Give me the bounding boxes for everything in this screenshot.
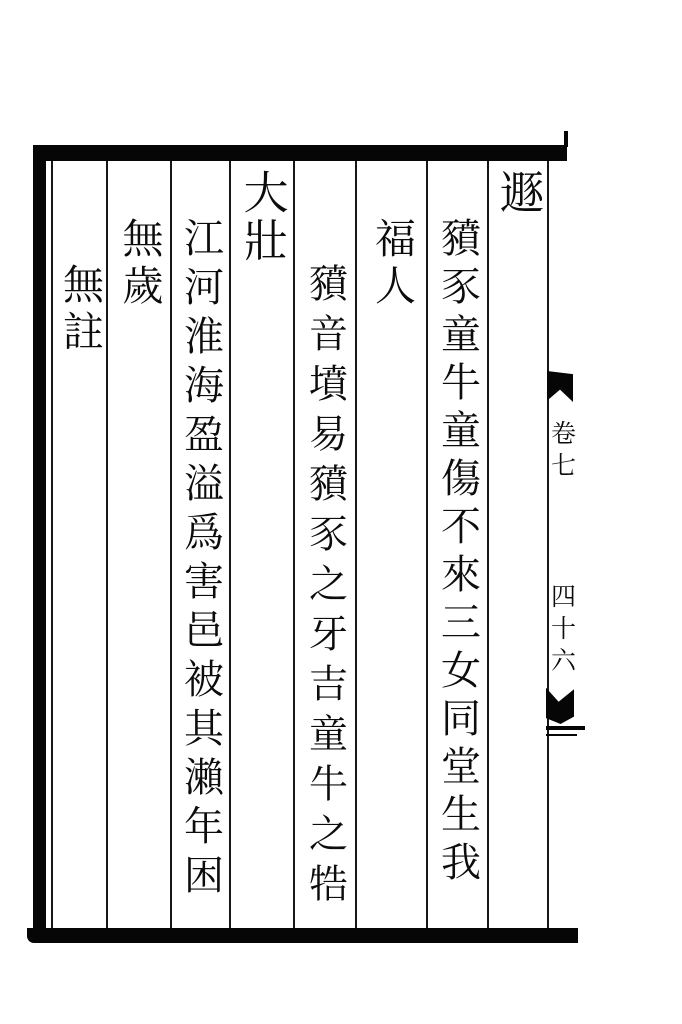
centerfold-bar [546, 726, 585, 730]
centerfold-rule [547, 161, 549, 928]
volume-label-wrap [548, 420, 576, 484]
dun-verse-text: 豶豕童牛童傷不來三女同堂生我 [434, 217, 481, 889]
column-dun-verse-continuation [357, 162, 426, 926]
fishtail-icon-upper [547, 371, 573, 402]
column-dazhuang-verse-continuation [108, 162, 170, 926]
column-dazhuang-annotation [53, 162, 106, 926]
column-hexagram-dun [489, 162, 547, 926]
column-hexagram-dazhuang [231, 162, 293, 926]
fold-edge-tick [564, 131, 568, 147]
folio-number: 四十六 [547, 583, 577, 679]
dun-annotation-text: 豶音墳易豶豕之牙吉童牛之牿 [302, 263, 348, 913]
volume-label: 卷七 [547, 420, 577, 484]
column-dun-verse [428, 162, 487, 926]
frame-bottom-border [27, 928, 578, 943]
dazhuang-verse-text: 江河淮海盈溢爲害邑被其瀨年困 [177, 217, 224, 903]
column-dazhuang-verse [172, 162, 229, 926]
folio-number-wrap [548, 583, 576, 679]
frame-top-border [33, 145, 567, 161]
column-dun-annotation [295, 162, 355, 926]
dazhuang-annotation-text: 無註 [56, 263, 104, 357]
dun-verse-continuation-text: 福人 [368, 217, 416, 311]
hexagram-title-dun: 遯 [491, 169, 545, 217]
centerfold-bar-thin [546, 734, 577, 736]
frame-left-border [33, 145, 46, 942]
dazhuang-verse-continuation-text: 無歲 [115, 217, 164, 311]
hexagram-title-dazhuang: 大壯 [235, 169, 289, 265]
fishtail-icon-lower [546, 687, 574, 724]
